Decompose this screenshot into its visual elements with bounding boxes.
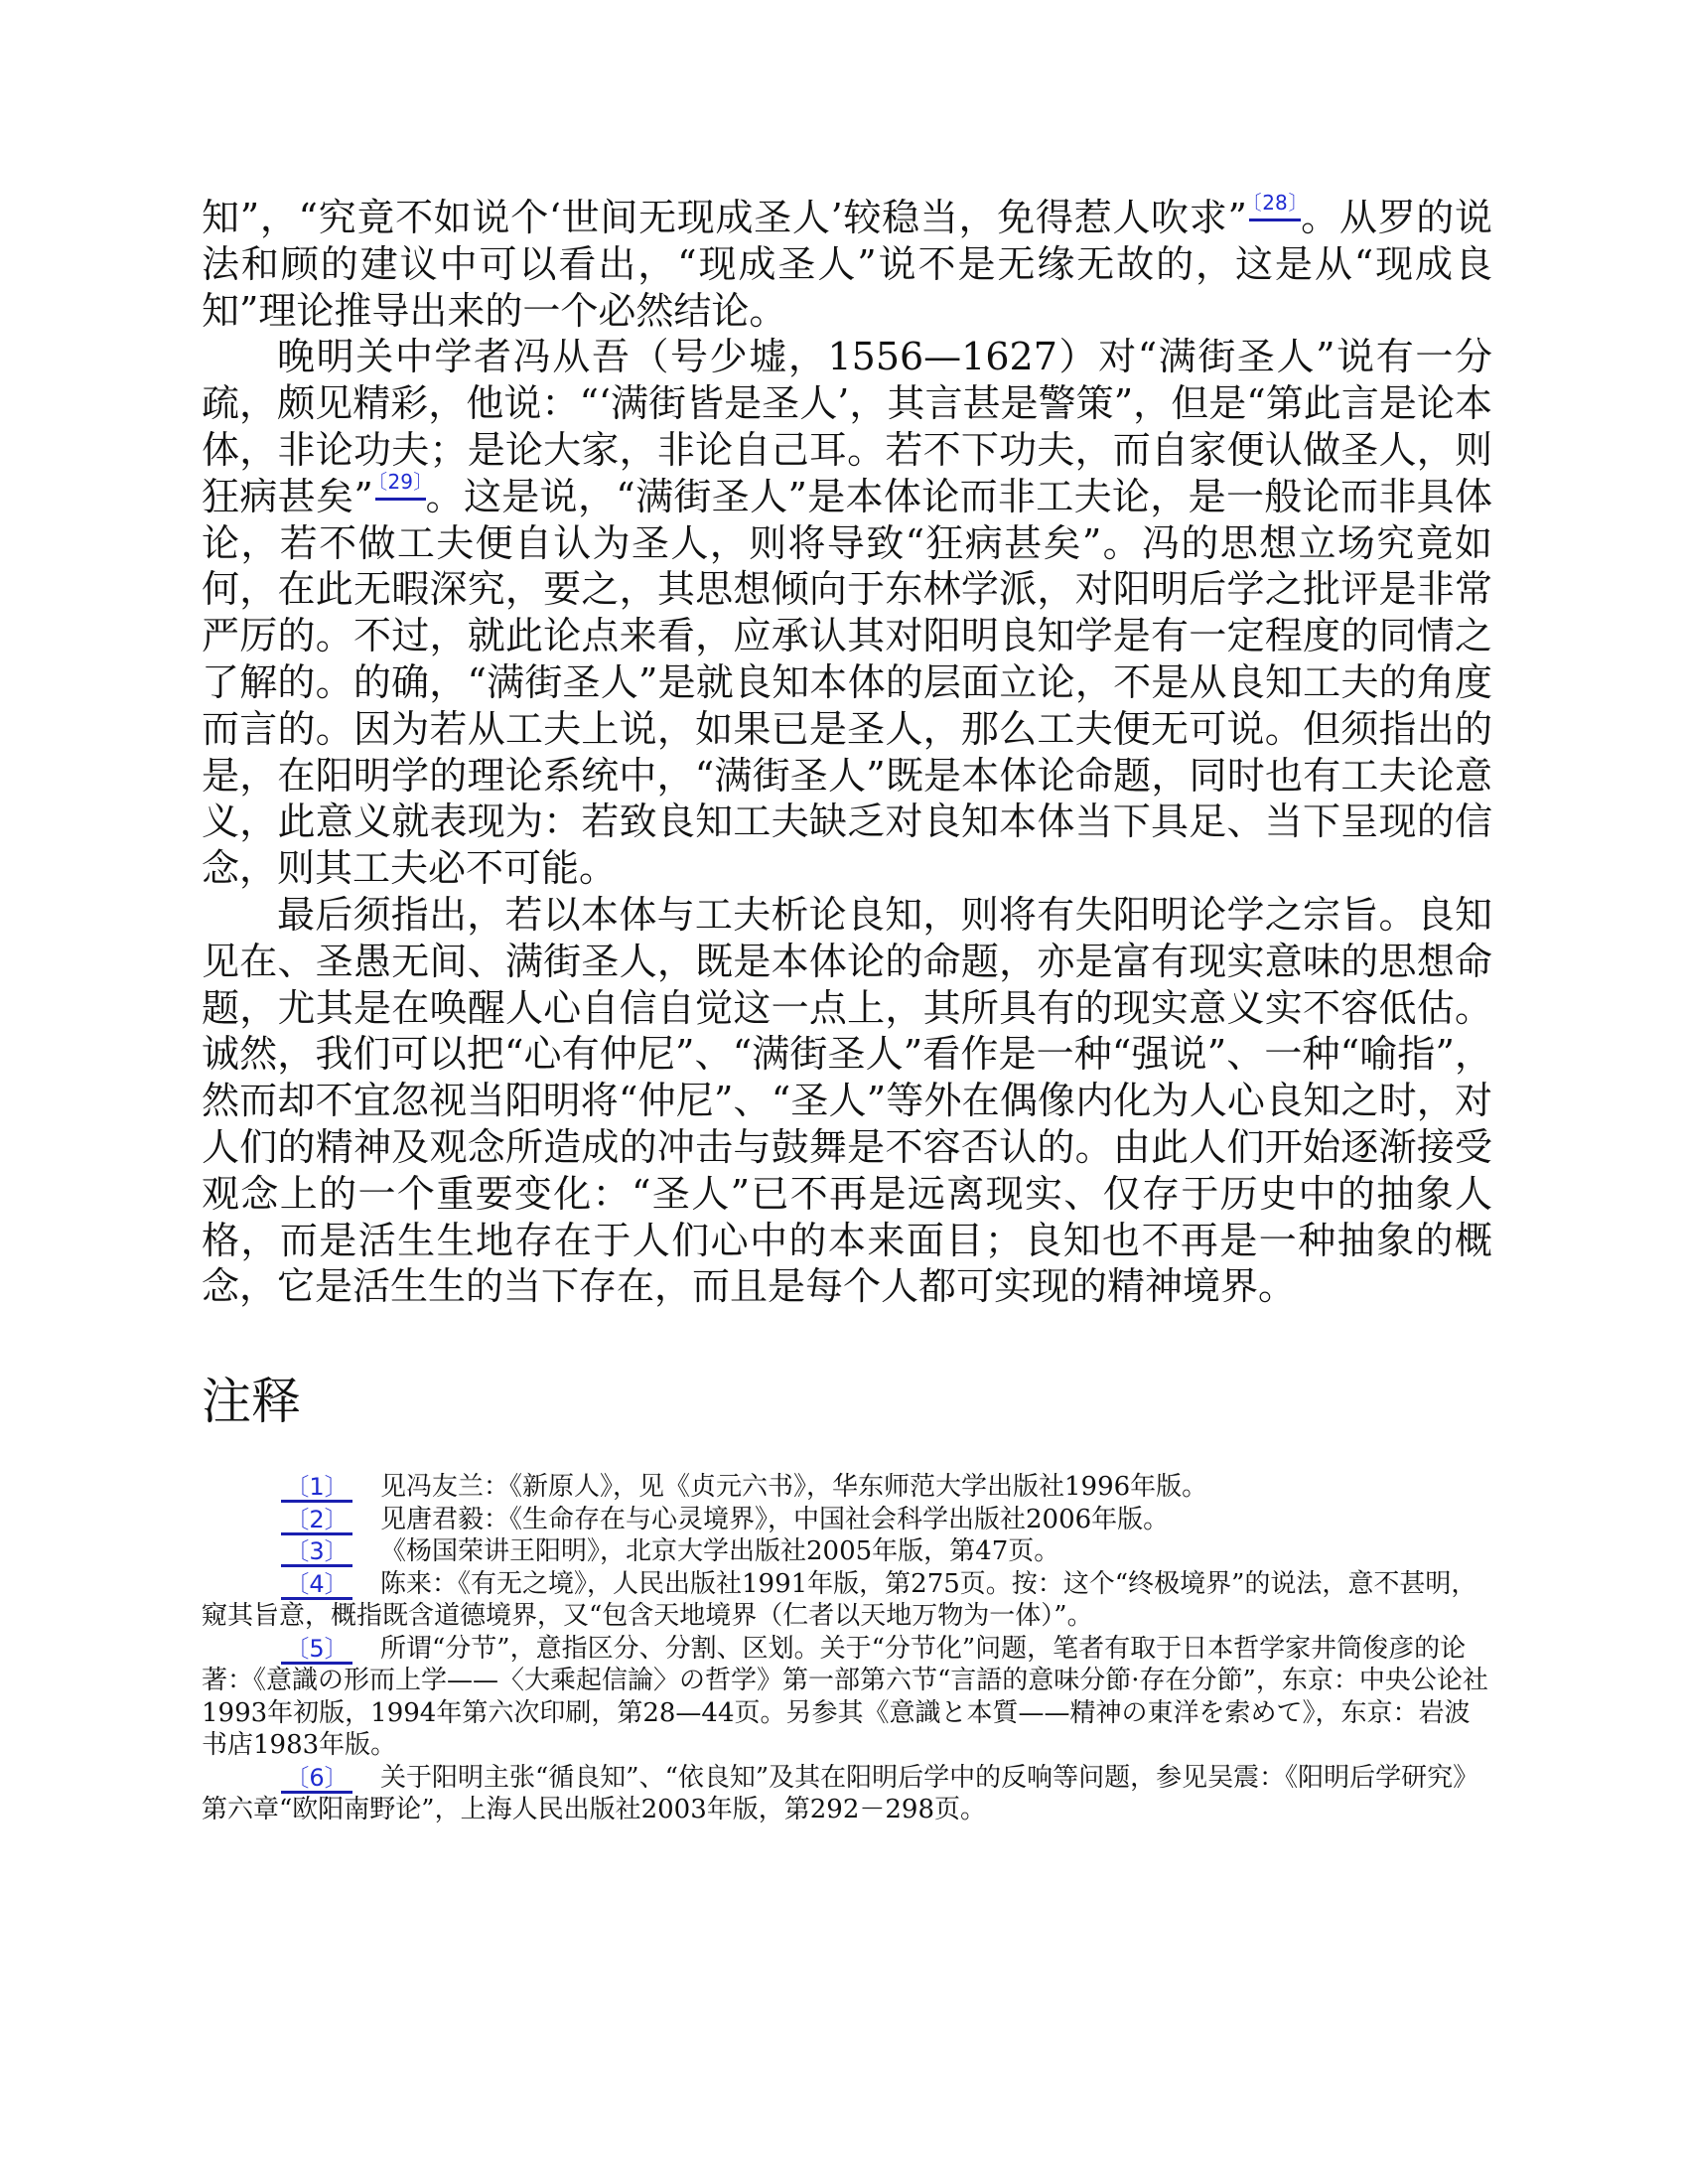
note-item xyxy=(202,1535,1492,1568)
note-text: 见唐君毅：《生命存在与心灵境界》，中国社会科学出版社2006年版。 xyxy=(380,1504,1170,1534)
note-link[interactable]: 〔2〕 xyxy=(281,1507,352,1535)
note-text: 《杨国荣讲王阳明》，北京大学出版社2005年版，第47页。 xyxy=(380,1536,1060,1567)
paragraph-text: 知”，“究竟不如说个‘世间无现成圣人’较稳当，免得惹人吹求” xyxy=(202,196,1247,239)
paragraph xyxy=(202,334,1492,892)
paragraph-text: 。从罗的说法和顾的建议中可以看出，“现成圣人”说不是无缘无故的，这是从“现成良知”理论推导出来的一个必然结论。 xyxy=(202,196,1492,333)
note-item xyxy=(202,1762,1492,1826)
note-item xyxy=(202,1568,1492,1633)
document-page xyxy=(202,191,1492,1826)
footnote-ref-link[interactable]: 〔29〕 xyxy=(375,470,426,501)
paragraph xyxy=(202,191,1492,334)
note-text: 陈来：《有无之境》，人民出版社1991年版，第275页。按：这个“终极境界”的说法，意不甚明，窥其旨意，概指既含道德境界，又“包含天地境界（仁者以天地万物为一体）”。 xyxy=(202,1568,1477,1632)
note-link[interactable]: 〔5〕 xyxy=(281,1636,352,1665)
paragraph-text: 晚明关中学者冯从吾（号少墟，1556—1627）对“满街圣人”说有一分疏，颇见精彩，他说：“‘满街皆是圣人’，其言甚是警策”，但是“第此言是论本体，非论功夫；是论大家，非论自己耳。若不下功夫，而自家便认做圣人，则狂病甚矣” xyxy=(202,335,1492,518)
note-text: 关于阳明主张“循良知”、“依良知”及其在阳明后学中的反响等问题，参见吴震：《阳明后学研究》第六章“欧阳南野论”，上海人民出版社2003年版，第292－298页。 xyxy=(202,1762,1479,1825)
note-item xyxy=(202,1504,1492,1536)
notes-heading: 注释 xyxy=(202,1373,301,1431)
note-link[interactable]: 〔6〕 xyxy=(281,1765,352,1794)
paragraph-text: 。这是说，“满街圣人”是本体论而非工夫论，是一般论而非具体论，若不做工夫便自认为圣人，则将导致“狂病甚矣”。冯的思想立场究竟如何，在此无暇深究，要之，其思想倾向于东林学派，对阳明后学之批评是非常严厉的。不过，就此论点来看，应承认其对阳明良知学是有一定程度的同情之了解的。的确，“满街圣人”是就良知本体的层面立论，不是从良知工夫的角度而言的。因为若从工夫上说，如果已是圣人，那么工夫便无可说。但须指出的是，在阳明学的理论系统中，“满街圣人”既是本体论命题，同时也有工夫论意义，此意义就表现为：若致良知工夫缺乏对良知本体当下具足、当下呈现的信念，则其工夫必不可能。 xyxy=(202,474,1492,891)
note-link[interactable]: 〔1〕 xyxy=(281,1474,352,1503)
body-text xyxy=(202,191,1492,1310)
paragraph-text: 最后须指出，若以本体与工夫析论良知，则将有失阳明论学之宗旨。良知见在、圣愚无间、满街圣人，既是本体论的命题，亦是富有现实意味的思想命题，尤其是在唤醒人心自信自觉这一点上，其所具有的现实意义实不容低估。诚然，我们可以把“心有仲尼”、“满街圣人”看作是一种“强说”、一种“喻指”，然而却不宜忽视当阳明将“仲尼”、“圣人”等外在偶像内化为人心良知之时，对人们的精神及观念所造成的冲击与鼓舞是不容否认的。由此人们开始逐渐接受观念上的一个重要变化：“圣人”已不再是远离现实、仅存于历史中的抽象人格，而是活生生地存在于人们心中的本来面目；良知也不再是一种抽象的概念，它是活生生的当下存在，而且是每个人都可实现的精神境界。 xyxy=(202,892,1492,1309)
note-text: 所谓“分节”，意指区分、分割、区划。关于“分节化”问题，笔者有取于日本哲学家井筒俊彦的论著：《意識の形而上学——〈大乘起信論〉の哲学》第一部第六节“言語的意味分節·存在分節”，东京：中央公论社1993年初版，1994年第六次印刷，第28—44页。另参其《意識と本質——精神の東洋を索めて》，东京：岩波书店1983年版。 xyxy=(202,1633,1488,1761)
note-item xyxy=(202,1471,1492,1504)
note-link[interactable]: 〔4〕 xyxy=(281,1571,352,1600)
note-text: 见冯友兰：《新原人》，见《贞元六书》，华东师范大学出版社1996年版。 xyxy=(380,1472,1208,1503)
note-item xyxy=(202,1633,1492,1762)
footnote-ref-link[interactable]: 〔28〕 xyxy=(1249,191,1301,221)
notes-list xyxy=(202,1471,1492,1826)
note-link[interactable]: 〔3〕 xyxy=(281,1538,352,1567)
paragraph xyxy=(202,892,1492,1310)
